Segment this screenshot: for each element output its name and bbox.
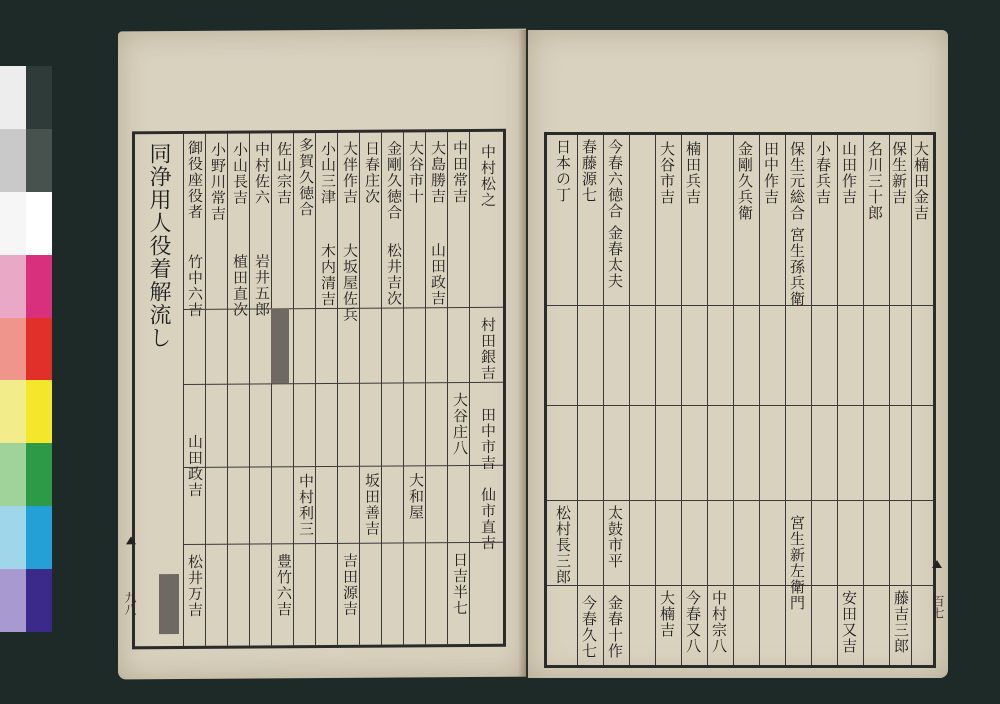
left-subtitle-column: 御役座役者 (186, 139, 204, 220)
right-entry: 大楠田金吉 (912, 141, 930, 221)
left-lower-entry: 日吉半七 (451, 551, 469, 617)
left-lower-entry: 大和屋 (407, 472, 425, 521)
left-entry: 多賀久徳合 (297, 137, 315, 218)
left-entry: 植田直次 (231, 253, 249, 318)
right-lower-entry: 大楠吉 (658, 590, 676, 638)
color-calibration-strip (0, 66, 52, 632)
right-entry: 宮生孫兵衛 (788, 227, 806, 307)
left-entry: 中村松之 (479, 143, 497, 208)
right-lower-entry: 松村長三郎 (554, 505, 572, 585)
left-page (118, 29, 526, 680)
right-page (528, 30, 948, 678)
right-lower-entry: 今春久七 (580, 595, 598, 659)
left-entry: 山田政吉 (429, 242, 447, 307)
left-entry: 木内清吉 (319, 242, 337, 308)
right-folio: 百七 (931, 595, 945, 619)
left-lower-entry: 仙市直吉 (479, 486, 497, 551)
right-entry: 名川三十郎 (866, 141, 884, 221)
right-entry: 保生元総合 (788, 141, 806, 221)
right-page-frame (544, 132, 936, 668)
right-entry: 金春太夫 (606, 225, 624, 289)
left-entry: 佐山宗吉 (275, 141, 293, 206)
right-lower-entry: 太鼓市平 (606, 505, 624, 569)
right-lower-entry: 安田又吉 (840, 590, 858, 654)
left-entry: 小野川常吉 (209, 141, 227, 222)
left-lower-entry: 坂田善吉 (363, 472, 381, 537)
right-lower-entry: 金春十作 (606, 595, 624, 659)
left-entry: 小山長吉 (231, 141, 249, 206)
left-entry: 大伴作吉 (341, 140, 359, 205)
left-lower-entry: 村田銀吉 (479, 316, 497, 381)
right-entry: 大谷市吉 (658, 141, 676, 205)
left-entry: 大坂屋佐兵 (341, 242, 359, 323)
left-entry: 金剛久徳合 (385, 140, 403, 221)
left-entry: 日春庄次 (363, 140, 381, 205)
left-lower-entry: 大谷庄八 (451, 391, 469, 457)
triangle-marker (932, 560, 942, 568)
right-entry: 小春兵吉 (814, 141, 832, 205)
right-entry: 田中作吉 (762, 141, 780, 205)
right-lower-entry: 中村宗八 (710, 590, 728, 654)
left-entry: 岩井五郎 (253, 253, 271, 318)
left-lower-entry: 中村利三 (297, 473, 315, 538)
left-page-frame (132, 129, 506, 650)
left-entry: 竹中六吉 (186, 253, 204, 318)
left-lower-entry: 吉田源吉 (341, 552, 359, 617)
right-lower-entry: 今春又八 (684, 590, 702, 654)
left-lower-entry: 豊竹六吉 (275, 553, 293, 618)
open-book (118, 30, 948, 678)
left-entry: 小山三津 (319, 140, 337, 206)
left-entry: 中村佐六 (253, 141, 271, 206)
left-lower-entry: 田中市吉 (479, 406, 497, 471)
right-entry: 今春六徳合 (606, 139, 624, 219)
left-signature: 山田政吉 (186, 433, 204, 498)
right-entry: 山田作吉 (840, 141, 858, 205)
right-entry: 金剛久兵衛 (736, 141, 754, 221)
triangle-marker (126, 536, 136, 544)
right-entry: 日本の丁 (554, 139, 572, 203)
left-title-column: 同浄用人役着解流し (146, 142, 171, 350)
right-entry: 保生新吉 (890, 141, 908, 205)
right-lower-entry: 藤吉三郎 (892, 590, 910, 654)
right-entry: 春藤源七 (580, 139, 598, 203)
left-entry: 松井吉次 (385, 242, 403, 307)
left-entry: 中田常吉 (451, 139, 469, 205)
right-lower-entry: 宮生新左衛門 (788, 515, 806, 611)
right-entry: 楠田兵吉 (684, 141, 702, 205)
left-entry: 大谷市十 (407, 140, 425, 205)
left-entry: 大島勝吉 (429, 140, 447, 205)
left-folio: 九八 (123, 591, 137, 616)
left-signature: 松井万吉 (186, 553, 204, 618)
